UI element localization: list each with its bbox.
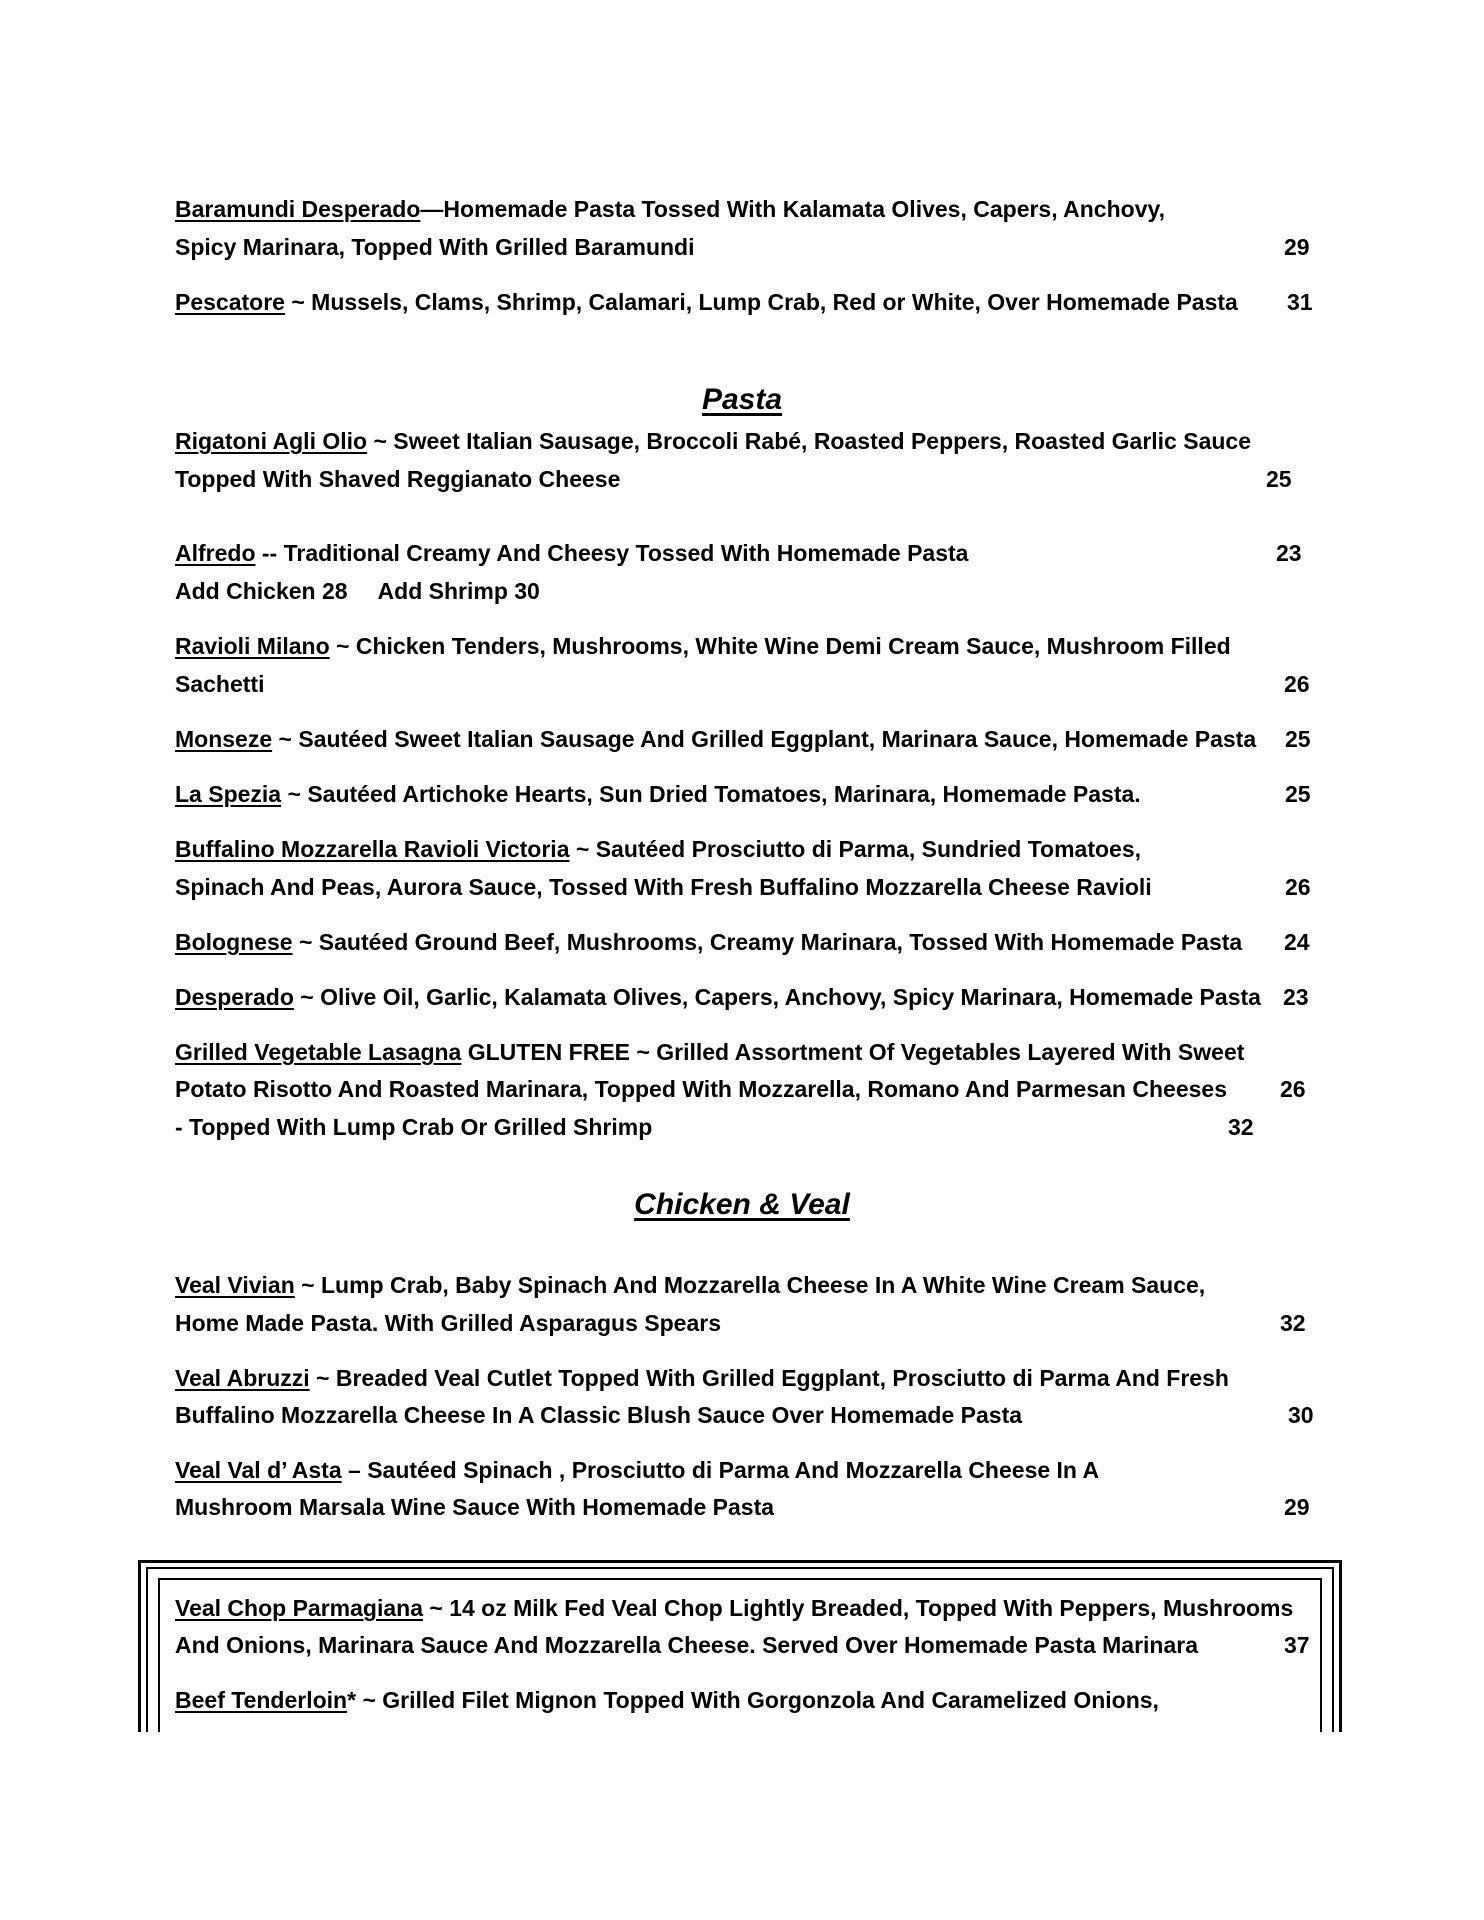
- item-name: Bolognese: [175, 929, 293, 955]
- item-price: 29: [1284, 1494, 1310, 1520]
- menu-item-veal-vivian: [175, 1270, 1205, 1300]
- menu-item-baramundi: [175, 194, 1165, 224]
- item-description: Mushroom Marsala Wine Sauce With Homemade Pasta: [175, 1494, 775, 1520]
- item-name: Veal Chop Parmagiana: [175, 1595, 423, 1621]
- item-description: ~ Mussels, Clams, Shrimp, Calamari, Lump Crab, Red or White, Over Homemade Pasta: [284, 289, 1238, 315]
- item-price: 24: [1284, 929, 1310, 955]
- item-name: Beef Tenderloin: [175, 1687, 348, 1713]
- section-heading-chicken-veal: Chicken & Veal: [634, 1188, 850, 1221]
- item-price: 31: [1287, 289, 1313, 315]
- item-name: Veal Abruzzi: [175, 1365, 310, 1391]
- menu-item-desperado: [175, 982, 1261, 1012]
- menu-item-buffalino-ravioli: [175, 834, 1141, 864]
- menu-item-veal-val-dasta: [175, 1455, 1099, 1485]
- item-price: 23: [1276, 540, 1302, 566]
- item-price: 25: [1285, 781, 1311, 807]
- item-description: ~ Sautéed Artichoke Hearts, Sun Dried Tomatoes, Marinara, Homemade Pasta.: [281, 781, 1141, 807]
- item-name: Pescatore: [175, 289, 285, 315]
- item-description: ~ Lump Crab, Baby Spinach And Mozzarella Cheese In A White Wine Cream Sauce,: [294, 1272, 1206, 1298]
- addon-chicken: Add Chicken 28: [175, 578, 348, 604]
- alfredo-addons: [175, 576, 540, 606]
- item-name: Grilled Vegetable Lasagna: [175, 1039, 462, 1065]
- menu-item-vegetable-lasagna: [175, 1037, 1244, 1067]
- item-description: ~ Sautéed Sweet Italian Sausage And Grilled Eggplant, Marinara Sauce, Homemade Pasta: [272, 726, 1257, 752]
- item-description: -- Traditional Creamy And Cheesy Tossed With Homemade Pasta: [255, 540, 969, 566]
- item-description: ~ Sautéed Prosciutto di Parma, Sundried Tomatoes,: [569, 836, 1142, 862]
- item-description: * ~ Grilled Filet Mignon Topped With Gorgonzola And Caramelized Onions,: [347, 1687, 1159, 1713]
- item-price: 37: [1284, 1632, 1310, 1658]
- item-description: Spicy Marinara, Topped With Grilled Baramundi: [175, 234, 695, 260]
- menu-item-rigatoni: [175, 426, 1251, 456]
- item-description: And Onions, Marinara Sauce And Mozzarella Cheese. Served Over Homemade Pasta Marinara: [175, 1632, 1199, 1658]
- item-name: Veal Val d’ Asta: [175, 1457, 342, 1483]
- item-name: Monseze: [175, 726, 273, 752]
- item-name: Veal Vivian: [175, 1272, 295, 1298]
- item-price: 23: [1283, 984, 1309, 1010]
- item-price: 26: [1285, 874, 1311, 900]
- item-description: Topped With Shaved Reggianato Cheese: [175, 466, 621, 492]
- item-description: – Sautéed Spinach , Prosciutto di Parma And Mozzarella Cheese In A: [341, 1457, 1100, 1483]
- item-name: Desperado: [175, 984, 294, 1010]
- item-description: ~ Sweet Italian Sausage, Broccoli Rabé, Roasted Peppers, Roasted Garlic Sauce: [367, 428, 1251, 454]
- item-description: ~ Breaded Veal Cutlet Topped With Grilled Eggplant, Prosciutto di Parma And Fresh: [309, 1365, 1229, 1391]
- item-description: GLUTEN FREE ~ Grilled Assortment Of Vegetables Layered With Sweet: [461, 1039, 1245, 1065]
- item-price: 30: [1288, 1402, 1314, 1428]
- item-description: Buffalino Mozzarella Cheese In A Classic Blush Sauce Over Homemade Pasta: [175, 1402, 1023, 1428]
- menu-item-pescatore: [175, 287, 1238, 317]
- item-price: 25: [1285, 726, 1311, 752]
- menu-item-la-spezia: [175, 779, 1141, 809]
- item-name: Buffalino Mozzarella Ravioli Victoria: [175, 836, 570, 862]
- item-price: 29: [1284, 234, 1310, 260]
- item-addon-price: 32: [1228, 1114, 1254, 1140]
- item-name: Alfredo: [175, 540, 256, 566]
- menu-item-veal-chop-parmagiana: [175, 1593, 1293, 1623]
- item-name: Baramundi Desperado: [175, 196, 421, 222]
- item-description: Sachetti: [175, 671, 265, 697]
- item-description: Spinach And Peas, Aurora Sauce, Tossed With Fresh Buffalino Mozzarella Cheese Ravioli: [175, 874, 1152, 900]
- item-name: La Spezia: [175, 781, 282, 807]
- item-description: ~ 14 oz Milk Fed Veal Chop Lightly Breaded, Topped With Peppers, Mushrooms: [422, 1595, 1294, 1621]
- item-price: 26: [1284, 671, 1310, 697]
- item-description: Home Made Pasta. With Grilled Asparagus Spears: [175, 1310, 721, 1336]
- menu-item-ravioli-milano: [175, 631, 1231, 661]
- item-description: ~ Chicken Tenders, Mushrooms, White Wine Demi Cream Sauce, Mushroom Filled: [329, 633, 1231, 659]
- item-description: —Homemade Pasta Tossed With Kalamata Olives, Capers, Anchovy,: [420, 196, 1165, 222]
- menu-item-veal-abruzzi: [175, 1363, 1229, 1393]
- item-description: ~ Sautéed Ground Beef, Mushrooms, Creamy Marinara, Tossed With Homemade Pasta: [292, 929, 1243, 955]
- menu-item-alfredo: [175, 538, 968, 568]
- section-heading-pasta: Pasta: [701, 383, 783, 416]
- item-name: Rigatoni Agli Olio: [175, 428, 368, 454]
- item-description: Potato Risotto And Roasted Marinara, Topped With Mozzarella, Romano And Parmesan Cheeses: [175, 1076, 1227, 1102]
- item-price: 32: [1280, 1310, 1306, 1336]
- item-addon-description: - Topped With Lump Crab Or Grilled Shrimp: [175, 1114, 653, 1140]
- item-price: 26: [1280, 1076, 1306, 1102]
- menu-item-monseze: [175, 724, 1256, 754]
- item-description: ~ Olive Oil, Garlic, Kalamata Olives, Capers, Anchovy, Spicy Marinara, Homemade Pasta: [293, 984, 1261, 1010]
- item-price: 25: [1266, 466, 1292, 492]
- menu-item-beef-tenderloin: [175, 1685, 1159, 1715]
- addon-shrimp: Add Shrimp 30: [377, 578, 540, 604]
- menu-item-bolognese: [175, 927, 1242, 957]
- item-name: Ravioli Milano: [175, 633, 330, 659]
